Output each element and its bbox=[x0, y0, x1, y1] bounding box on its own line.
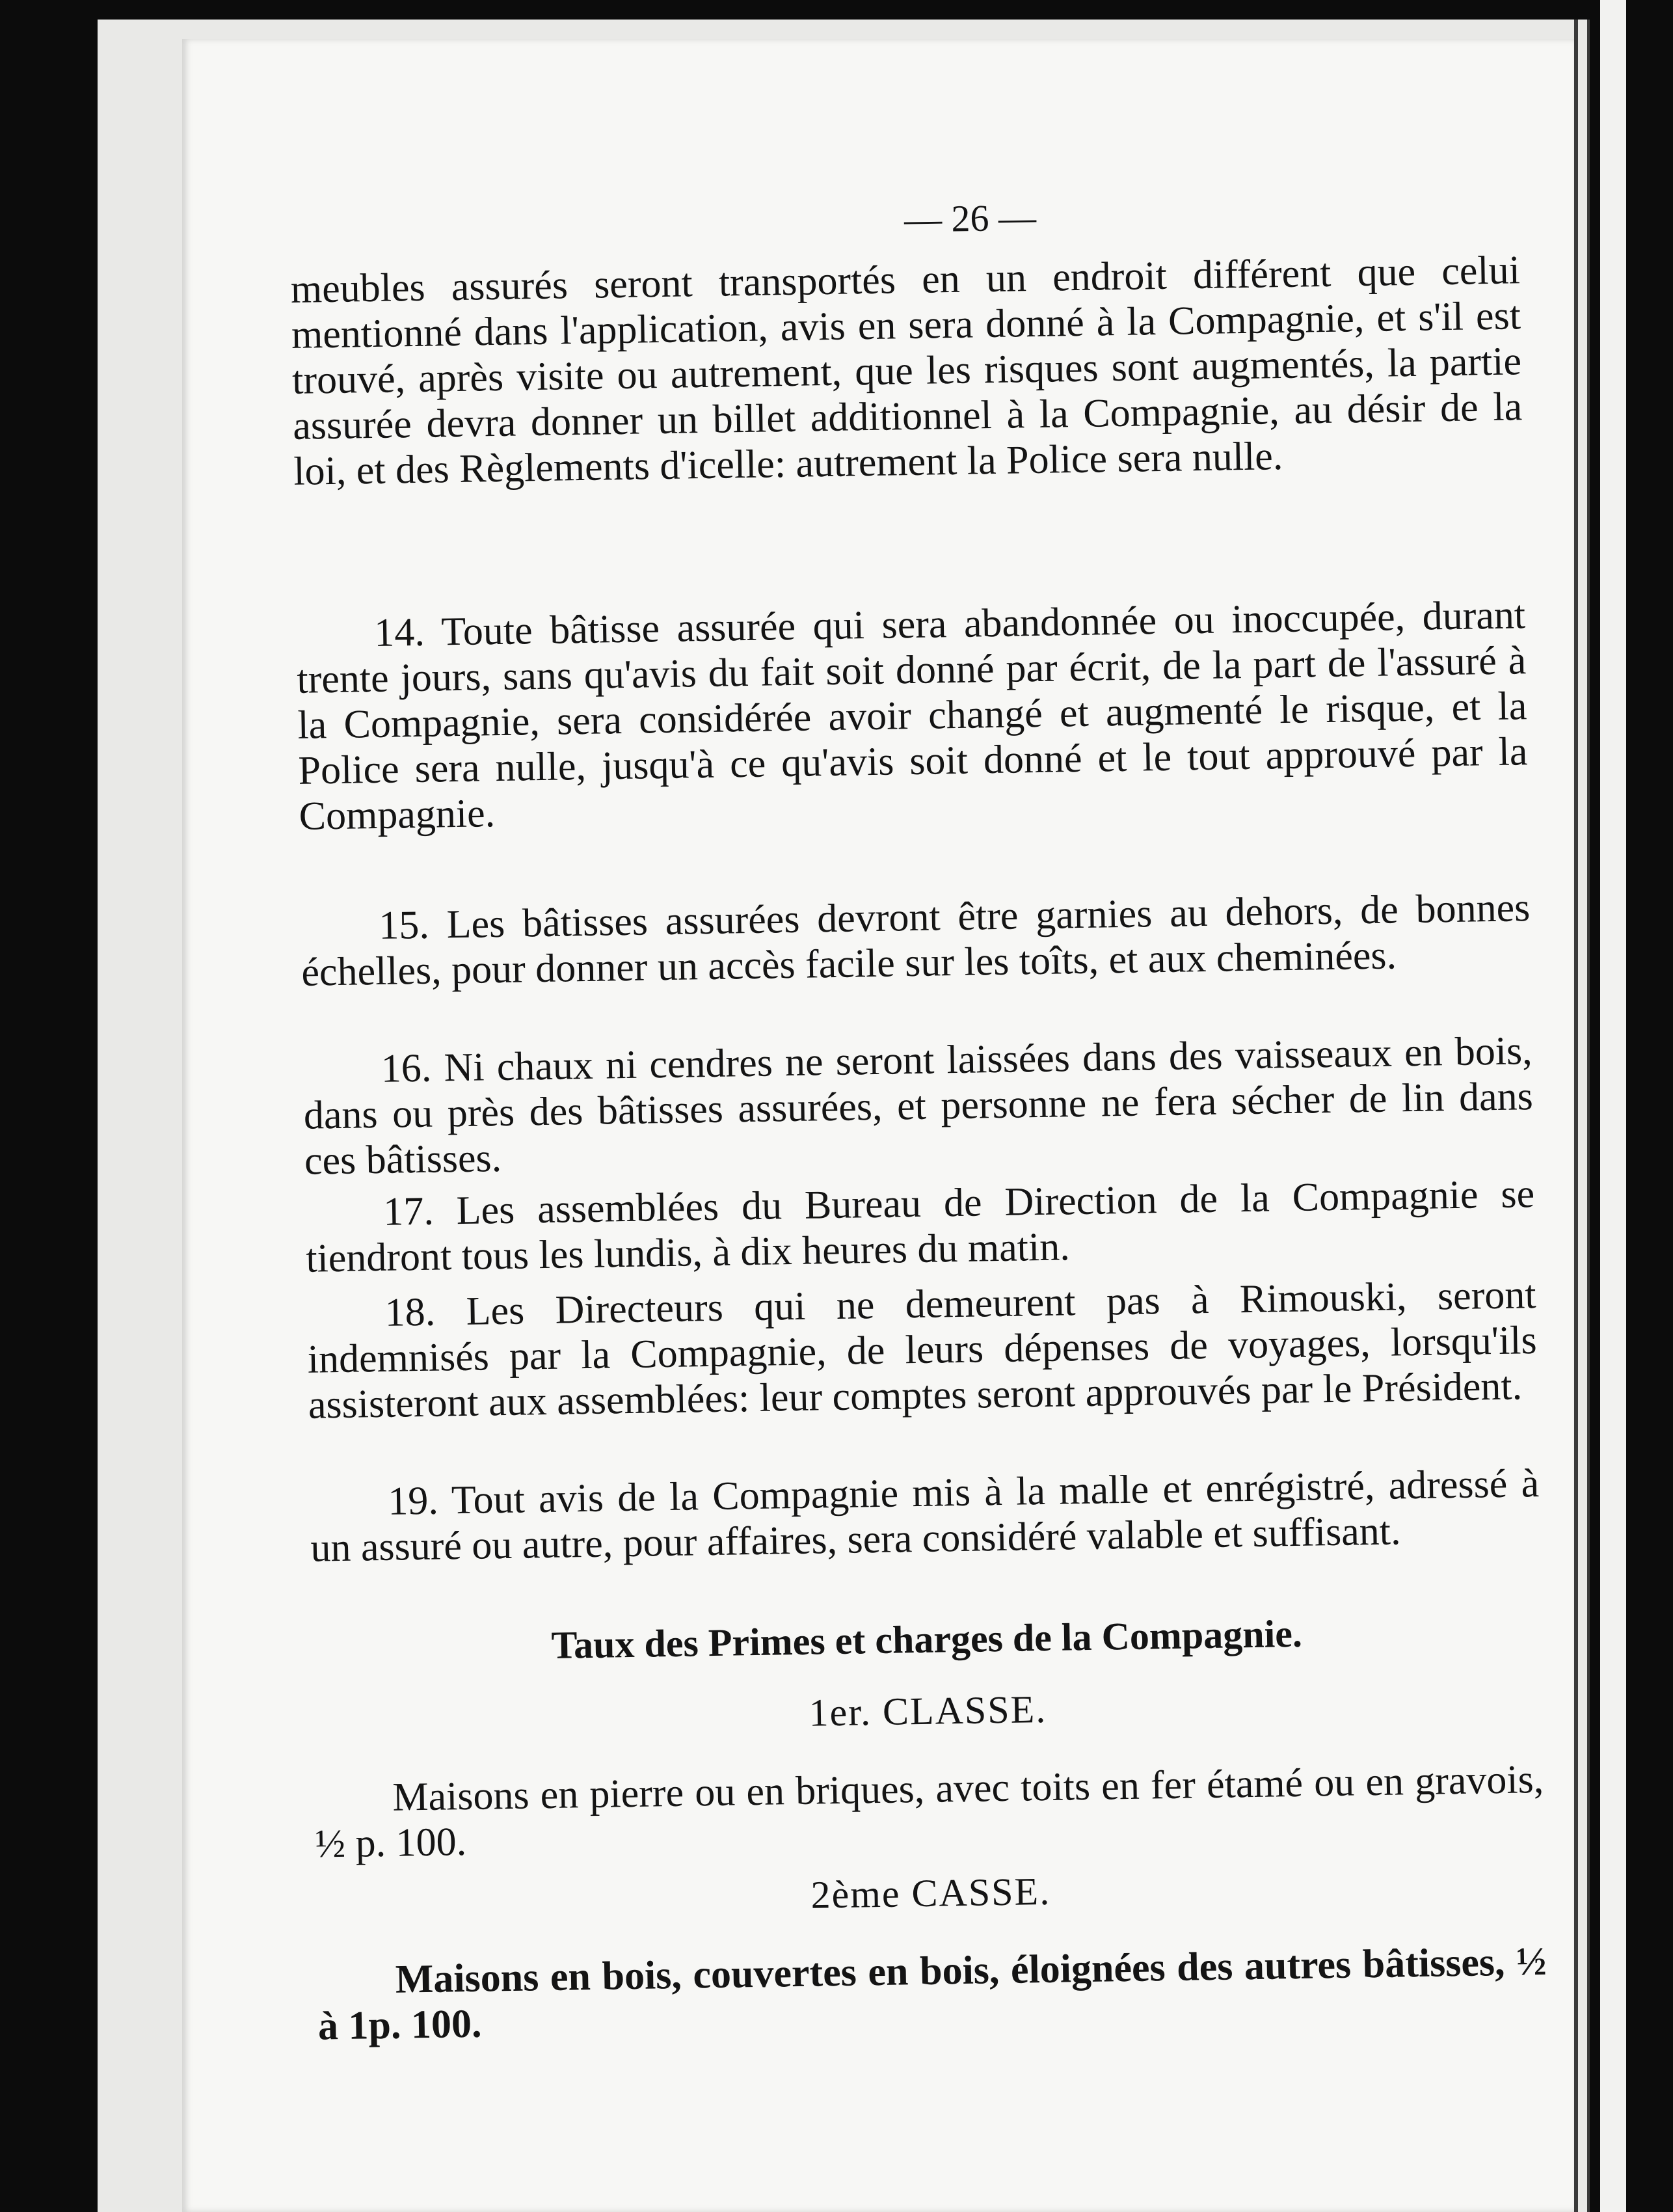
class-2-text: Maisons en bois, couvertes en bois, éloignées des autres bâtisses, ½ à 1p. 100. bbox=[317, 1939, 1547, 2049]
paragraph-article-16: 16. Ni chaux ni cendres ne seront laissées dans des vaisseaux en bois, dans ou près des bâtisses assurées, et personne ne fera sécher de lin dans ces bâtisses. bbox=[303, 1029, 1534, 1183]
facing-page-edge bbox=[1600, 0, 1626, 2212]
paragraph-article-18: 18. Les Directeurs qui ne demeurent pas à Rimouski, seront indemnisés par la Compagnie, de leurs dépenses de voyages, lorsqu'ils assisteront aux assemblées: leur comptes seront approuvés par le Président. bbox=[307, 1273, 1538, 1427]
paragraph-continued: meubles assurés seront transportés en un endroit différent que celui mentionné dans l'application, avis en sera donné à la Compagnie, et s'il est trouvé, après visite ou autrement, que les risques sont augmentés, la partie assurée devra donner un billet additionnel à la Compagnie, au désir de la loi, et des Règlements d'icelle: autrement la Police sera nulle. bbox=[290, 248, 1523, 494]
class-1-heading: 1er. CLASSE. bbox=[809, 1687, 1047, 1734]
section-title: Taux des Primes et charges de la Compagnie. bbox=[551, 1612, 1303, 1667]
paragraph-article-14: 14. Toute bâtisse assurée qui sera abandonnée ou inoccupée, durant trente jours, sans qu'avis du fait soit donné par écrit, de la part de l'assuré à la Compagnie, sera considérée avoir changé et augmenté le risque, et la Police sera nulle, jusqu'à ce qu'avis soit donné et le tout approuvé par la Compagnie. bbox=[296, 593, 1528, 839]
class-2-heading: 2ème CASSE. bbox=[810, 1869, 1051, 1917]
paragraph-article-15: 15. Les bâtisses assurées devront être garnies au dehors, de bonnes échelles, pour donner un accès facile sur les toîts, et aux cheminées. bbox=[301, 885, 1531, 995]
paragraph-article-19: 19. Tout avis de la Compagnie mis à la malle et enrégistré, adressé à un assuré ou autre, pour affaires, sera considéré valable et suffisant. bbox=[310, 1461, 1540, 1571]
page-number: — 26 — bbox=[903, 196, 1037, 241]
paragraph-article-17: 17. Les assemblées du Bureau de Direction de la Compagnie se tiendront tous les lundis, à dix heures du matin. bbox=[305, 1172, 1535, 1281]
class-1-text: Maisons en pierre ou en briques, avec toits en fer étamé ou en gravois, ½ p. 100. bbox=[314, 1757, 1544, 1867]
